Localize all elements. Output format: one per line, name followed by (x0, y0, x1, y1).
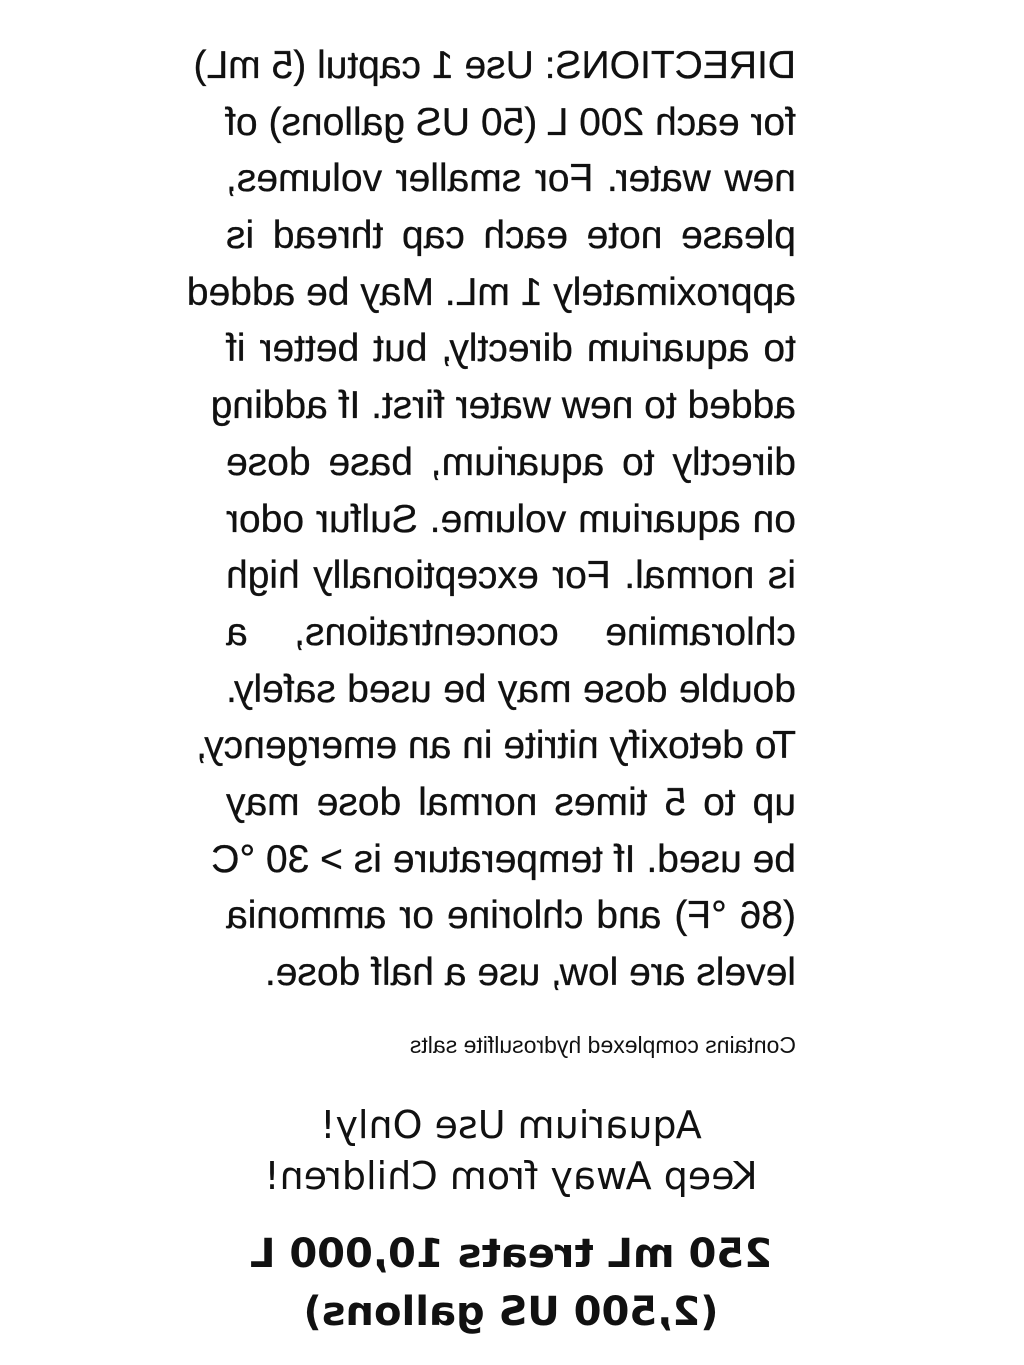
directions-line: on aquarium volume. Sulfur odor (226, 497, 796, 541)
ingredients-note: Contains complexed hydrosulfite salts (409, 1032, 796, 1058)
directions-line: up to 5 times normal dose may (226, 780, 796, 824)
directions-line: directly to aquarium, base dose (226, 440, 796, 484)
directions-line: To detoxify nitrite in an emergency, (196, 724, 796, 768)
directions-line: added to new water first. If adding (210, 384, 796, 428)
directions-line: please note each cap thread is (226, 214, 796, 258)
directions-line: (86 °F) and chlorine or ammonia (226, 894, 796, 938)
volume-gallons: (2,500 US gallons) (303, 1289, 719, 1335)
directions-line: levels are low, use a half dose. (264, 951, 796, 994)
warning-keep-away: Keep Away from Children! (264, 1154, 758, 1198)
directions-line: for each 200 L (50 US gallons) of (225, 100, 796, 144)
directions-line: new water. For smaller volumes, (226, 157, 796, 201)
warning-aquarium-use: Aquarium Use Only! (320, 1103, 702, 1147)
directions-paragraph (186, 38, 796, 1002)
directions-line: approximately 1 mL. May be added (186, 270, 796, 314)
directions-line: to aquarium directly, but better if (226, 327, 796, 371)
directions-line: be used. If temperature is > 30 °C (211, 837, 796, 881)
volume-block (198, 1225, 824, 1341)
directions-line: is normal. For exceptionally high (226, 554, 796, 598)
warning-block (226, 1100, 796, 1202)
directions-line: chloramine concentrations, a (226, 610, 796, 654)
directions-line: DIRECTIONS: Use 1 captul (5 mL) (193, 44, 796, 87)
directions-line: double dose may be used safely. (226, 667, 796, 711)
volume-treats: 250 mL treats 10,000 L (249, 1231, 773, 1277)
